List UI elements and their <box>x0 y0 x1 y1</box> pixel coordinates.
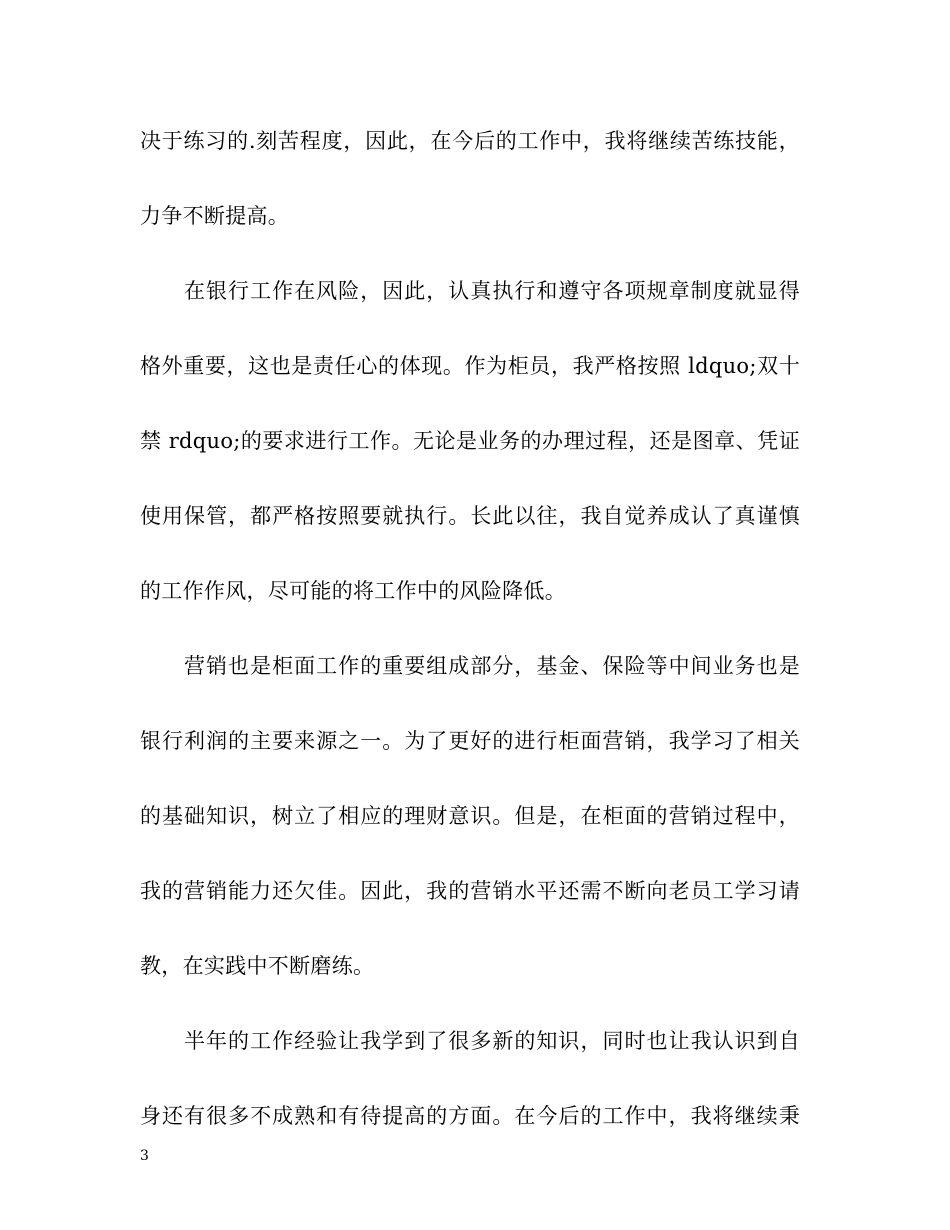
text-line: 我的营销能力还欠佳。因此，我的营销水平还需不断向老员工学习请 <box>140 879 800 903</box>
text-line: 银行利润的主要来源之一。为了更好的进行柜面营销，我学习了相关 <box>140 729 800 753</box>
text-line: 使用保管，都严格按照要就执行。长此以往，我自觉养成认了真谨慎 <box>140 504 800 528</box>
text-line: 的工作作风，尽可能的将工作中的风险降低。 <box>140 579 566 603</box>
text-line: 教，在实践中不断磨练。 <box>140 954 375 978</box>
text-line: 格外重要，这也是责任心的体现。作为柜员，我严格按照 ldquo;双十 <box>140 354 800 378</box>
paragraph-first-line: 营销也是柜面工作的重要组成部分，基金、保险等中间业务也是 <box>184 654 800 678</box>
text-line: 禁 rdquo;的要求进行工作。无论是业务的办理过程，还是图章、凭证 <box>140 429 800 453</box>
paragraph-first-line: 半年的工作经验让我学到了很多新的知识，同时也让我认识到自 <box>184 1029 800 1053</box>
paragraph-first-line: 在银行工作在风险，因此，认真执行和遵守各项规章制度就显得 <box>184 279 800 303</box>
text-line: 决于练习的.刻苦程度，因此，在今后的工作中，我将继续苦练技能， <box>140 129 800 153</box>
page-number: 3 <box>140 1148 149 1164</box>
text-line: 身还有很多不成熟和有待提高的方面。在今后的工作中，我将继续秉 <box>140 1104 800 1128</box>
text-line: 的基础知识，树立了相应的理财意识。但是，在柜面的营销过程中， <box>140 804 800 828</box>
document-body <box>140 121 800 1171</box>
text-line: 力争不断提高。 <box>140 204 290 228</box>
